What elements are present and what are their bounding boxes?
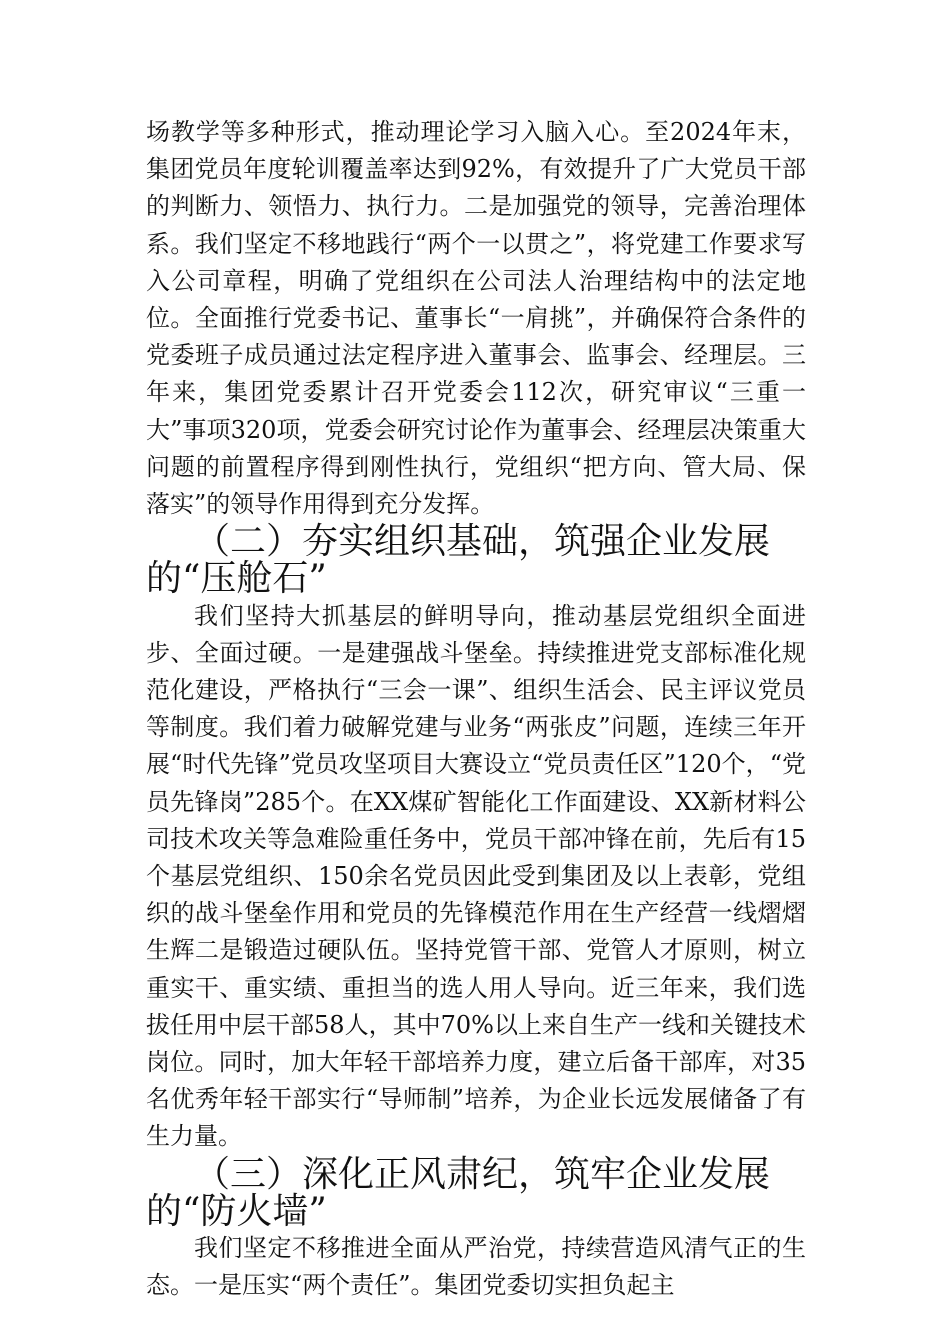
paragraph-2: 我们坚持大抓基层的鲜明导向，推动基层党组织全面进步、全面过硬。一是建强战斗堡垒。持续推进党支部标准化规范化建设，严格执行“三会一课”、组织生活会、民主评议党员等制度。我们着力破解党建与业务“两张皮”问题，连续三年开展“时代先锋”党员攻坚项目大赛设立“党员责任区”120个，“党员先锋岗”285个。在XX煤矿智能化工作面建设、XX新材料公司技术攻关等急难险重任务中，党员干部冲锋在前，先后有15个基层党组织、150余名党员因此受到集团及以上表彰，党组织的战斗堡垒作用和党员的先锋模范作用在生产经营一线熠熠生辉二是锻造过硬队伍。坚持党管干部、党管人才原则，树立重实干、重实绩、重担当的选人用人导向。近三年来，我们选拔任用中层干部58人，其中70%以上来自生产一线和关键技术岗位。同时，加大年轻干部培养力度，建立后备干部库，对35名优秀年轻干部实行“导师制”培养，为企业长远发展储备了有生力量。 [146, 601, 806, 1151]
paragraph-3: 我们坚定不移推进全面从严治党，持续营造风清气正的生态。一是压实“两个责任”。集团党委切实担负起主 [146, 1234, 806, 1300]
paragraph-1: 场教学等多种形式，推动理论学习入脑入心。至2024年末，集团党员年度轮训覆盖率达到92%，有效提升了广大党员干部的判断力、领悟力、执行力。二是加强党的领导，完善治理体系。我们坚定不移地践行“两个一以贯之”，将党建工作要求写入公司章程，明确了党组织在公司法人治理结构中的法定地位。全面推行党委书记、董事长“一肩挑”，并确保符合条件的党委班子成员通过法定程序进入董事会、监事会、经理层。三年来，集团党委累计召开党委会112次，研究审议“三重一大”事项320项，党委会研究讨论作为董事会、经理层决策重大问题的前置程序得到刚性执行，党组织“把方向、管大局、保落实”的领导作用得到充分发挥。 [146, 118, 806, 519]
section-heading-2: （二）夯实组织基础，筑强企业发展的“压舱石” [146, 521, 771, 600]
document-page [146, 114, 806, 1305]
section-heading-3: （三）深化正风肃纪，筑牢企业发展的“防火墙” [146, 1153, 771, 1232]
